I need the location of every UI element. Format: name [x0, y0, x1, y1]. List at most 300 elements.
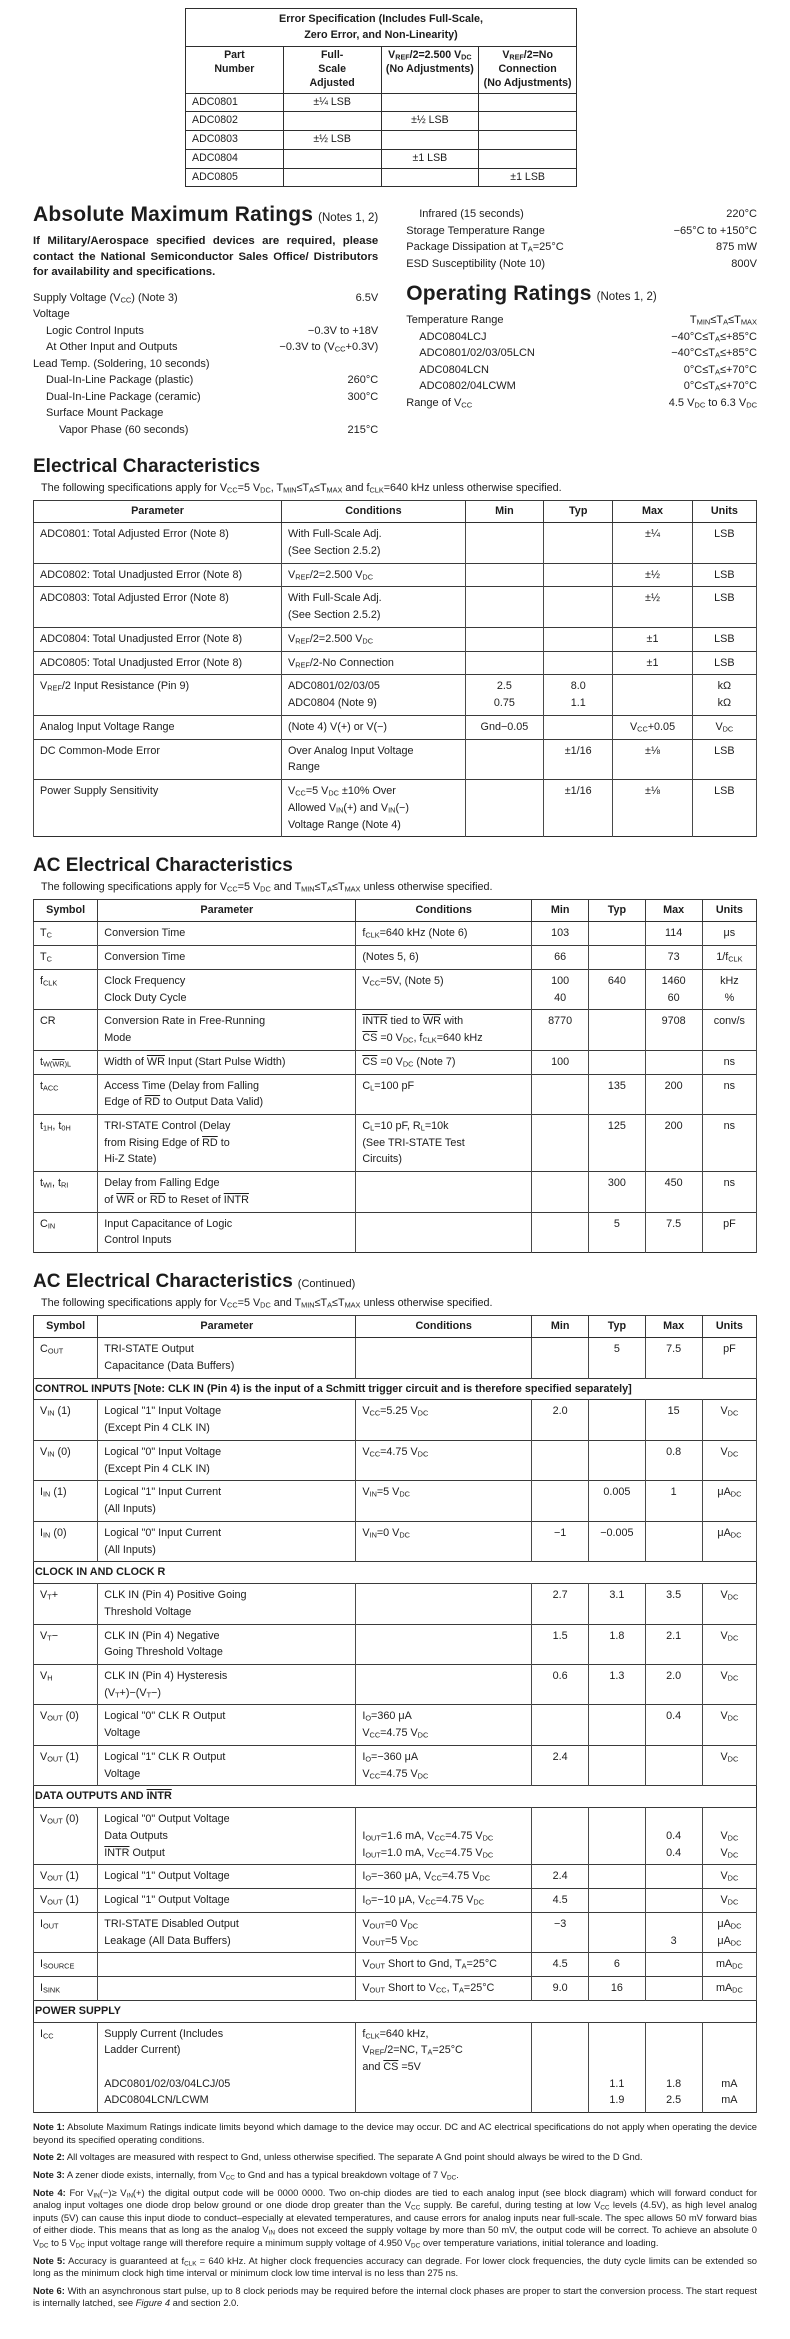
table-cell: conv/s [702, 1010, 756, 1050]
table-cell [589, 1745, 645, 1785]
table-row [34, 1889, 757, 1913]
table-cell: 7.5 [645, 1212, 702, 1252]
table-cell: 100 [532, 1050, 589, 1074]
table-cell: $C_{OUT}$ [34, 1338, 98, 1378]
table-cell: $I_{OUT}$ [34, 1912, 98, 1952]
table-cell [544, 651, 613, 675]
table-cell: $V_{CC}=5V$, (Note 5) [356, 969, 532, 1009]
spec-label: Package Dissipation at $T_A=25^\circ C$ [406, 241, 564, 255]
table-cell: 3.5 [645, 1584, 702, 1624]
table-cell: $V_{DC}$ [702, 1584, 756, 1624]
table-cell [589, 1010, 645, 1050]
spec-value: 6.5V [355, 291, 379, 304]
table-cell [645, 1745, 702, 1785]
table-cell [645, 1865, 702, 1889]
table-cell [589, 1912, 645, 1952]
table-cell: LSB [692, 523, 756, 563]
military-aerospace-note: If Military/Aerospace specified devices are required, please contact the National Semiconductor Sales Office/ Distributors for availability and specifications. [33, 235, 379, 279]
operating-ratings-title-note: (Notes 1, 2) [596, 291, 657, 304]
table-cell: $V_{DC}$ [702, 1889, 756, 1913]
table-cell: CR [34, 1010, 98, 1050]
section-label: CLOCK IN AND CLOCK R [34, 1562, 757, 1584]
table-cell: Width of $\overline{WR}$ Input (Start Pulse Width) [98, 1050, 356, 1074]
abs-max-title-note: (Notes 1, 2) [318, 212, 379, 225]
table-cell: ±½ LSB [283, 131, 381, 150]
table-cell [532, 1338, 589, 1378]
table-cell: Analog Input Voltage Range [34, 715, 282, 739]
table-cell: LSB [692, 627, 756, 651]
spec-line [33, 290, 378, 307]
spec-value: 4.5 $V_{DC}$ to 6.3 $V_{DC}$ [668, 396, 757, 410]
table-cell: kHz % [702, 969, 756, 1009]
table-cell [532, 1440, 589, 1480]
table-cell: Over Analog Input Voltage Range [282, 739, 466, 779]
table-cell: $T_C$ [34, 946, 98, 970]
note [33, 2187, 757, 2250]
table-cell: 4.5 [532, 1953, 589, 1977]
table-cell [589, 1889, 645, 1913]
table-row [34, 1172, 757, 1212]
table-row [34, 563, 757, 587]
table-cell [532, 1172, 589, 1212]
table-row [34, 1481, 757, 1521]
table-row [186, 131, 577, 150]
note-text: Accuracy is guaranteed at $f_{CLK} = 640$ kHz. At higher clock frequencies accuracy can degrade. For lower clock frequencies, the duty cycle limits can be extended so long as the minimum clock high time interval or minimum clock low time interval is no less than 275 ns. [33, 2254, 757, 2279]
table-cell: 0.4 [645, 1705, 702, 1745]
table-cell [532, 1481, 589, 1521]
ac-characteristics-continued-subtitle: The following specifications apply for $V_{CC}=5$ $V_{DC}$ and $T_{MIN}\le T_A\le T_{MAX}$ unless otherwise specified. [41, 1297, 493, 1310]
column-header: Typ [589, 900, 645, 922]
table-row [34, 627, 757, 651]
table-cell: ±⅛ [613, 739, 692, 779]
table-cell: ±¼ LSB [283, 93, 381, 112]
spec-line [33, 356, 378, 373]
table-cell: CLK IN (Pin 4) Hysteresis $(V_T+)-(V_T-)$ [98, 1665, 356, 1705]
table-cell: DC Common-Mode Error [34, 739, 282, 779]
table-cell [532, 1705, 589, 1745]
table-cell: $I_{IN}$ (1) [34, 1481, 98, 1521]
table-cell [589, 1050, 645, 1074]
table-cell: 135 [589, 1074, 645, 1114]
table-cell: Supply Current (Includes Ladder Current) ADC0801/02/03/04LCJ/05 ADC0804LCN/LCWM [98, 2022, 356, 2113]
table-cell: $V_{IN}=5$ $V_{DC}$ [356, 1481, 532, 1521]
spec-value: $0^\circ C\le T_A\le+70^\circ C$ [683, 363, 757, 377]
error-table-header-row [186, 47, 577, 93]
table-cell: (Note 4) V(+) or V(−) [282, 715, 466, 739]
table-cell: 15 [645, 1400, 702, 1440]
table-cell: $mA_{DC}$ [702, 1953, 756, 1977]
table-cell [589, 1865, 645, 1889]
table-cell: $V_{DC}$ [702, 1865, 756, 1889]
table-cell: $\overline{CS} =0$ $V_{DC}$ (Note 7) [356, 1050, 532, 1074]
table-cell [544, 523, 613, 563]
table-cell [465, 523, 543, 563]
table-cell: TRI-STATE Output Capacitance (Data Buffers) [98, 1338, 356, 1378]
spec-label: Lead Temp. (Soldering, 10 seconds) [33, 357, 210, 370]
table-row [34, 675, 757, 715]
table-row [34, 1865, 757, 1889]
note-label: Note 1: [33, 2121, 65, 2133]
table-cell: $V_{REF}/2=2.500$ $V_{DC}$ [282, 627, 466, 651]
table-cell: $\mu A_{DC}$ $\mu A_{DC}$ [702, 1912, 756, 1952]
spec-value: 260°C [347, 374, 379, 387]
table-cell [544, 587, 613, 627]
spec-label: Infrared (15 seconds) [419, 208, 524, 221]
table-cell: ±½ [613, 587, 692, 627]
note [33, 2121, 757, 2146]
table-cell: $V_{CC}=5$ $V_{DC} \pm 10\%$ Over Allowed $V_{IN}(+)$ and $V_{IN}(-)$ Voltage Range (Note 4) [282, 780, 466, 837]
table-cell: ns [702, 1172, 756, 1212]
spec-value: −0.3V to +18V [307, 324, 379, 337]
table-row [34, 1912, 757, 1952]
table-row [34, 946, 757, 970]
table-cell [544, 627, 613, 651]
ac-characteristics-subtitle: The following specifications apply for $V_{CC}=5$ $V_{DC}$ and $T_{MIN}\le T_A\le T_{MAX}$ unless otherwise specified. [41, 881, 493, 894]
spec-line [406, 256, 757, 273]
table-row [34, 1624, 757, 1664]
spec-line [33, 372, 378, 389]
note [33, 2151, 757, 2164]
table-cell [479, 131, 577, 150]
column-header: Parameter [98, 1316, 356, 1338]
table-row [34, 587, 757, 627]
spec-line [33, 339, 378, 356]
spec-label: Storage Temperature Range [406, 224, 545, 237]
table-cell: TRI-STATE Control (Delay from Rising Edge of $\overline{RD}$ to Hi-Z State) [98, 1114, 356, 1171]
table-cell: $T_C$ [34, 922, 98, 946]
table-cell [283, 149, 381, 168]
spec-label: Dual-In-Line Package (plastic) [46, 374, 194, 387]
table-cell: $I_O=-360$ μA, $V_{CC}=4.75$ $V_{DC}$ [356, 1865, 532, 1889]
spec-line [406, 206, 757, 223]
spec-line [33, 323, 378, 340]
abs-max-right-list [406, 206, 757, 272]
table-cell [356, 1172, 532, 1212]
table-cell: ±⅛ [613, 780, 692, 837]
spec-line [406, 312, 757, 329]
table-cell: ±¼ [613, 523, 692, 563]
table-cell: Conversion Time [98, 922, 356, 946]
spec-label: At Other Input and Outputs [46, 341, 178, 354]
table-row [34, 922, 757, 946]
table-row [34, 1584, 757, 1624]
table-cell: $V_{OUT}$ (0) [34, 1705, 98, 1745]
table-cell: (Notes 5, 6) [356, 946, 532, 970]
table-cell: Logical "1" Output Voltage [98, 1889, 356, 1913]
table-cell [381, 131, 479, 150]
spec-value: 875 mW [716, 241, 757, 254]
table-cell: 125 [589, 1114, 645, 1171]
table-cell [645, 1953, 702, 1977]
note-text: All voltages are measured with respect to Gnd, unless otherwise specified. The separate A Gnd point should always be wired to the D Gnd. [66, 2151, 643, 2163]
table-cell: Logical "1" Output Voltage [98, 1865, 356, 1889]
table-cell: 7.5 [645, 1338, 702, 1378]
table-cell: 640 [589, 969, 645, 1009]
table-cell [532, 2022, 589, 2113]
table-row [34, 523, 757, 563]
table-cell: 0.6 [532, 1665, 589, 1705]
table-cell: 114 [645, 922, 702, 946]
column-header: Max [645, 1316, 702, 1338]
spec-value: $0^\circ C\le T_A\le+70^\circ C$ [683, 380, 757, 394]
spec-value: $-40^\circ C\le T_A\le+85^\circ C$ [671, 330, 757, 344]
table-cell: $V_{IN}$ (0) [34, 1440, 98, 1480]
spec-label: ADC0804LCN [419, 363, 489, 376]
table-row [34, 715, 757, 739]
table-cell [532, 1212, 589, 1252]
table-cell [356, 1624, 532, 1664]
abs-max-title [33, 203, 378, 227]
table-cell: 1.3 [589, 1665, 645, 1705]
table-cell: −0.005 [589, 1521, 645, 1561]
table-cell: 3.1 [589, 1584, 645, 1624]
table-cell: 73 [645, 946, 702, 970]
column-header: Min [465, 501, 543, 523]
section-label: CONTROL INPUTS [Note: CLK IN (Pin 4) is the input of a Schmitt trigger circuit and is therefore specified separately] [34, 1378, 757, 1400]
column-header: Conditions [282, 501, 466, 523]
table-cell: 2.5 0.75 [465, 675, 543, 715]
note-text: With an asynchronous start pulse, up to 8 clock periods may be required before the internal clock phases are proper to start the conversion process. The start request is internally latched, see Figure 4 and section 2.0. [33, 2284, 757, 2309]
table-cell: 100 40 [532, 969, 589, 1009]
column-header: Typ [589, 1316, 645, 1338]
spec-label: ADC0804LCJ [419, 330, 487, 343]
table-row [186, 168, 577, 187]
spec-line [406, 378, 757, 395]
table-cell: Logical "0" Input Voltage (Except Pin 4 CLK IN) [98, 1440, 356, 1480]
table-cell [465, 627, 543, 651]
spec-value: −65°C to +150°C [673, 224, 757, 237]
table-cell [356, 1584, 532, 1624]
table-cell: $V_{DC}$ [692, 715, 756, 739]
spec-label: Logic Control Inputs [46, 324, 144, 337]
table-cell: With Full-Scale Adj. (See Section 2.5.2) [282, 587, 466, 627]
table-cell: 1.8 [589, 1624, 645, 1664]
table-cell: 300 [589, 1172, 645, 1212]
table-cell: 9.0 [532, 1977, 589, 2001]
table-cell: $V_{IN}=0$ $V_{DC}$ [356, 1521, 532, 1561]
table-cell: $V_{DC}$ [702, 1665, 756, 1705]
note [33, 2255, 757, 2280]
table-cell: With Full-Scale Adj. (See Section 2.5.2) [282, 523, 466, 563]
column-header: Part Number [186, 47, 284, 93]
table-cell [589, 946, 645, 970]
spec-label: Voltage [33, 308, 70, 321]
table-cell [532, 1114, 589, 1171]
table-cell: $I_{SOURCE}$ [34, 1953, 98, 1977]
table-cell [465, 739, 543, 779]
table-cell: ADC0803: Total Adjusted Error (Note 8) [34, 587, 282, 627]
column-header: Typ [544, 501, 613, 523]
table-cell: $t_{ACC}$ [34, 1074, 98, 1114]
table-cell [465, 651, 543, 675]
table-cell [645, 1889, 702, 1913]
table-cell: ±1 LSB [381, 149, 479, 168]
ac-characteristics-table [33, 899, 757, 1253]
table-cell: ADC0801: Total Adjusted Error (Note 8) [34, 523, 282, 563]
table-row [34, 1050, 757, 1074]
column-header: Max [613, 501, 692, 523]
table-row [34, 1212, 757, 1252]
table-row [34, 780, 757, 837]
right-column [406, 203, 757, 438]
table-cell: $V_{DC}$ [702, 1705, 756, 1745]
table-cell: $I_O=-360$ μA $V_{CC}=4.75$ $V_{DC}$ [356, 1745, 532, 1785]
note-label: Note 3: [33, 2168, 65, 2180]
table-row [34, 1338, 757, 1378]
table-cell: $\mu A_{DC}$ [702, 1521, 756, 1561]
table-cell: 3 [645, 1912, 702, 1952]
table-cell: Logical "1" Input Current (All Inputs) [98, 1481, 356, 1521]
spec-value: 800V [731, 257, 757, 270]
table-cell: 66 [532, 946, 589, 970]
table-cell: 2.4 [532, 1745, 589, 1785]
table-cell: $V_{DC}$ [702, 1400, 756, 1440]
spec-line [406, 223, 757, 240]
table-cell: 450 [645, 1172, 702, 1212]
column-header: Symbol [34, 900, 98, 922]
table-row [34, 739, 757, 779]
table-cell: $1/f_{CLK}$ [702, 946, 756, 970]
spec-line [33, 389, 378, 406]
column-header: Units [702, 900, 756, 922]
section-row [34, 1562, 757, 1584]
table-cell: Clock Frequency Clock Duty Cycle [98, 969, 356, 1009]
table-cell: Gnd−0.05 [465, 715, 543, 739]
table-cell: $f_{CLK}=640$ kHz (Note 6) [356, 922, 532, 946]
table-cell: ±1 LSB [479, 168, 577, 187]
table-cell [98, 1977, 356, 2001]
table-cell: $V_{OUT}$ (1) [34, 1865, 98, 1889]
table-cell: ns [702, 1050, 756, 1074]
table-cell: $V_{OUT}$ Short to $V_{CC}$, $T_A=25^\circ C$ [356, 1977, 532, 2001]
ac-characteristics-continued-table [33, 1315, 757, 2113]
table-cell [356, 1212, 532, 1252]
section-row [34, 2000, 757, 2022]
operating-ratings-title [406, 282, 757, 306]
table-cell [589, 1808, 645, 1865]
column-header: Symbol [34, 1316, 98, 1338]
table-cell: ±½ [613, 563, 692, 587]
table-cell: pF [702, 1338, 756, 1378]
table-cell: $V_{CC}=5.25$ $V_{DC}$ [356, 1400, 532, 1440]
table-cell: $f_{CLK}=640$ kHz, $V_{REF}/2=NC$, $T_A=25^\circ C$ and $\overline{CS} =5V$ [356, 2022, 532, 2113]
table-cell: ADC0801/02/03/05 ADC0804 (Note 9) [282, 675, 466, 715]
spec-value: −0.3V to $(V_{CC}+0.3V)$ [279, 341, 379, 354]
table-cell: $t_{W(\overline{WR})L}$ [34, 1050, 98, 1074]
spec-line [33, 422, 378, 439]
table-row [34, 1705, 757, 1745]
error-table-title: Error Specification (Includes Full-Scale, Zero Error, and Non-Linearity) [186, 9, 577, 47]
table-cell: ADC0804: Total Unadjusted Error (Note 8) [34, 627, 282, 651]
column-header: $V_{REF}/2=2.500$ $V_{DC}$ (No Adjustments) [381, 47, 479, 93]
table-cell: Conversion Rate in Free-Running Mode [98, 1010, 356, 1050]
table-cell [532, 1074, 589, 1114]
table-header-row [34, 900, 757, 922]
table-cell [532, 1808, 589, 1865]
ratings-section [33, 203, 757, 438]
note-text: Absolute Maximum Ratings indicate limits beyond which damage to the device may occur. DC and AC electrical specifications do not apply when operating the device beyond its specified operating conditions. [33, 2121, 757, 2145]
table-cell: INTR tied to $\overline{WR}$ with $\overline{CS} =0$ $V_{DC}$, $f_{CLK}=640$ kHz [356, 1010, 532, 1050]
ac-characteristics-title: AC Electrical Characteristics [33, 855, 293, 877]
table-cell [381, 93, 479, 112]
table-cell: 1.8 2.5 [645, 2022, 702, 2113]
table-cell: ADC0805: Total Unadjusted Error (Note 8) [34, 651, 282, 675]
spec-line [33, 306, 378, 323]
table-cell: ns [702, 1074, 756, 1114]
table-cell: $V_{REF}/2$ Input Resistance (Pin 9) [34, 675, 282, 715]
table-cell: $V_{OUT}$ Short to Gnd, $T_A=25^\circ C$ [356, 1953, 532, 1977]
table-cell: ±½ LSB [381, 112, 479, 131]
abs-max-left-list [33, 290, 378, 439]
table-cell: $V_{DC}$ $V_{DC}$ [702, 1808, 756, 1865]
table-header-row [34, 501, 757, 523]
table-cell: 2.4 [532, 1865, 589, 1889]
table-cell [98, 1953, 356, 1977]
spec-value: 220°C [726, 208, 757, 221]
table-cell [465, 587, 543, 627]
table-cell: $V_{REF}/2=2.500$ $V_{DC}$ [282, 563, 466, 587]
spec-line [406, 362, 757, 379]
table-row [34, 1953, 757, 1977]
table-row [34, 1440, 757, 1480]
table-cell: $C_L=100$ pF [356, 1074, 532, 1114]
table-cell: $V_{CC}=4.75$ $V_{DC}$ [356, 1440, 532, 1480]
table-cell: Logical "0" Output Voltage Data Outputs INTR Output [98, 1808, 356, 1865]
table-cell: 2.1 [645, 1624, 702, 1664]
spec-label: ESD Susceptibility (Note 10) [406, 257, 546, 270]
table-cell [544, 563, 613, 587]
table-cell: $V_{DC}$ [702, 1624, 756, 1664]
table-cell [589, 1705, 645, 1745]
table-cell: 5 [589, 1338, 645, 1378]
table-cell [589, 922, 645, 946]
table-cell: 0.005 [589, 1481, 645, 1521]
table-row [34, 1521, 757, 1561]
table-cell: −1 [532, 1521, 589, 1561]
column-header: Parameter [98, 900, 356, 922]
table-row [186, 93, 577, 112]
table-row [34, 1665, 757, 1705]
section-label: DATA OUTPUTS AND INTR [34, 1786, 757, 1808]
table-cell: μs [702, 922, 756, 946]
spec-label: Surface Mount Package [46, 407, 164, 420]
note-text: For $V_{IN}(-)\ge V_{IN}(+)$ the digital output code will be 0000 0000. Two on-chip diodes are tied to each analog input (see block diagram) which will forward conduct for analog input voltages one diode drop below ground or one diode drop greater than the $V_{CC}$ supply. Be careful, during testing at low $V_{CC}$ levels (4.5V), as high level analog inputs (5V) can cause this input diode to conduct–especially at elevated temperatures, and cause errors for analog inputs near full-scale. The spec allows 50 mV forward bias of either diode. This means that as long as the analog $V_{IN}$ does not exceed the supply voltage by more than 50 mV, the output code will be correct. To achieve an absolute 0 $V_{DC}$ to 5 $V_{DC}$ input voltage range will therefore require a minimum supply voltage of 4.950 $V_{DC}$ over temperature variations, initial tolerance and loading. [33, 2186, 758, 2250]
table-cell: 5 [589, 1212, 645, 1252]
table-cell: $C_L=10$ pF, $R_L=10k$ (See TRI-STATE Test Circuits) [356, 1114, 532, 1171]
table-cell [613, 675, 692, 715]
table-row [34, 969, 757, 1009]
table-cell [479, 112, 577, 131]
table-cell [589, 1440, 645, 1480]
abs-max-column [33, 203, 378, 438]
table-cell: ADC0805 [186, 168, 284, 187]
section-row [34, 1786, 757, 1808]
table-row [34, 1977, 757, 2001]
spec-value: 215°C [347, 423, 379, 436]
error-table-title-row [186, 9, 577, 47]
table-cell: $V_{OUT}$ (1) [34, 1889, 98, 1913]
note-label: Note 4: [33, 2186, 66, 2198]
table-cell: $t_{1H}$, $t_{0H}$ [34, 1114, 98, 1171]
table-cell: $V_{OUT}$ (1) [34, 1745, 98, 1785]
table-cell [479, 93, 577, 112]
ac-characteristics-continued-title [33, 1271, 757, 1293]
elec-characteristics-table [33, 500, 757, 837]
table-cell: $I_{IN}$ (0) [34, 1521, 98, 1561]
note [33, 2285, 757, 2310]
table-cell: Logical "0" CLK R Output Voltage [98, 1705, 356, 1745]
table-cell [283, 112, 381, 131]
